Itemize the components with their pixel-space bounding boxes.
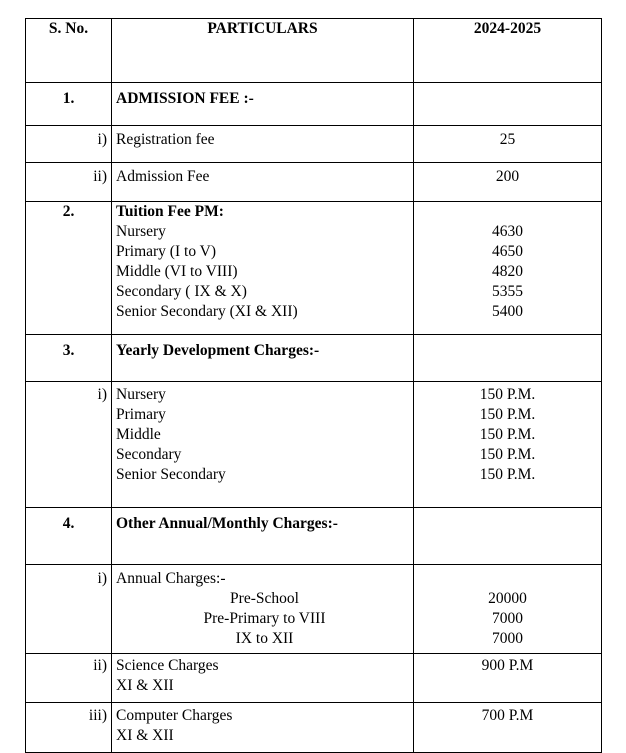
section-4-number: 4. [26, 508, 112, 565]
computer-charges-row [26, 703, 602, 753]
list-item-label: Primary (I to V) [116, 243, 217, 260]
item-value: 200 [414, 163, 602, 202]
list-item-value: 4820 [492, 263, 523, 280]
computer-charges-label: Computer Charges [116, 707, 233, 724]
item-sub-number: i) [26, 126, 112, 163]
list-item-label: Middle (VI to VIII) [116, 263, 238, 280]
annual-charges-label: Annual Charges:- [116, 570, 226, 587]
section-3-row [26, 335, 602, 382]
list-item-value: 5400 [492, 303, 523, 320]
science-charges-value: 900 P.M [414, 654, 602, 703]
section-4-value-empty [414, 508, 602, 565]
section-1-item-row [26, 163, 602, 202]
list-item-value: 7000 [492, 630, 523, 647]
list-item-value: 20000 [488, 590, 527, 607]
section-2-title: Tuition Fee PM: [116, 203, 224, 220]
section-3-number: 3. [26, 335, 112, 382]
item-sub-number: ii) [26, 163, 112, 202]
section-3-title: Yearly Development Charges:- [112, 335, 414, 382]
computer-charges-content [112, 703, 414, 753]
list-item-label: Senior Secondary (XI & XII) [116, 303, 298, 320]
section-3-values [414, 382, 602, 508]
list-item-value: 150 P.M. [479, 446, 536, 463]
list-item-value: 4630 [492, 223, 523, 240]
list-item-label: IX to XII [235, 630, 294, 647]
section-1-title: ADMISSION FEE :- [112, 83, 414, 126]
section-4-row [26, 508, 602, 565]
list-item-label: Secondary [116, 446, 182, 463]
list-item-label: Pre-School [230, 590, 299, 607]
header-row [26, 19, 602, 83]
header-particulars: PARTICULARS [112, 19, 414, 83]
item-sub-number: i) [26, 565, 112, 654]
science-charges-label: Science Charges [116, 657, 219, 674]
section-1-row [26, 83, 602, 126]
item-label: Registration fee [112, 126, 414, 163]
section-3-value-empty [414, 335, 602, 382]
section-1-item-row [26, 126, 602, 163]
science-charges-row [26, 654, 602, 703]
section-2-number: 2. [26, 202, 112, 335]
section-3-content [112, 382, 414, 508]
annual-charges-row [26, 565, 602, 654]
list-item-value: 5355 [492, 283, 523, 300]
section-3-items-row [26, 382, 602, 508]
item-label: Admission Fee [112, 163, 414, 202]
item-sub-number: i) [26, 382, 112, 508]
list-item-label: Secondary ( IX & X) [116, 283, 247, 300]
section-2-row [26, 202, 602, 335]
section-1-number: 1. [26, 83, 112, 126]
item-sub-number: iii) [26, 703, 112, 753]
list-item-label: Senior Secondary [116, 466, 226, 483]
item-sub-number: ii) [26, 654, 112, 703]
computer-charges-classes: XI & XII [116, 727, 174, 744]
list-item-label: Middle [116, 426, 161, 443]
section-2-values [414, 202, 602, 335]
annual-charges-values [414, 565, 602, 654]
list-item-label: Pre-Primary to VIII [203, 610, 326, 627]
section-2-content [112, 202, 414, 335]
list-item-value: 7000 [492, 610, 523, 627]
fee-structure-table [25, 18, 602, 753]
science-charges-classes: XI & XII [116, 677, 174, 694]
list-item-label: Nursery [116, 223, 166, 240]
list-item-value: 150 P.M. [479, 466, 536, 483]
list-item-value: 150 P.M. [479, 426, 536, 443]
list-item-value: 4650 [492, 243, 523, 260]
annual-charges-content [112, 565, 414, 654]
header-sno: S. No. [26, 19, 112, 83]
list-item-value: 150 P.M. [479, 386, 536, 403]
science-charges-content [112, 654, 414, 703]
item-value: 25 [414, 126, 602, 163]
section-4-title: Other Annual/Monthly Charges:- [112, 508, 414, 565]
header-year: 2024-2025 [414, 19, 602, 83]
list-item-value: 150 P.M. [479, 406, 536, 423]
computer-charges-value: 700 P.M [414, 703, 602, 753]
list-item-label: Primary [116, 406, 166, 423]
section-1-value-empty [414, 83, 602, 126]
list-item-label: Nursery [116, 386, 166, 403]
